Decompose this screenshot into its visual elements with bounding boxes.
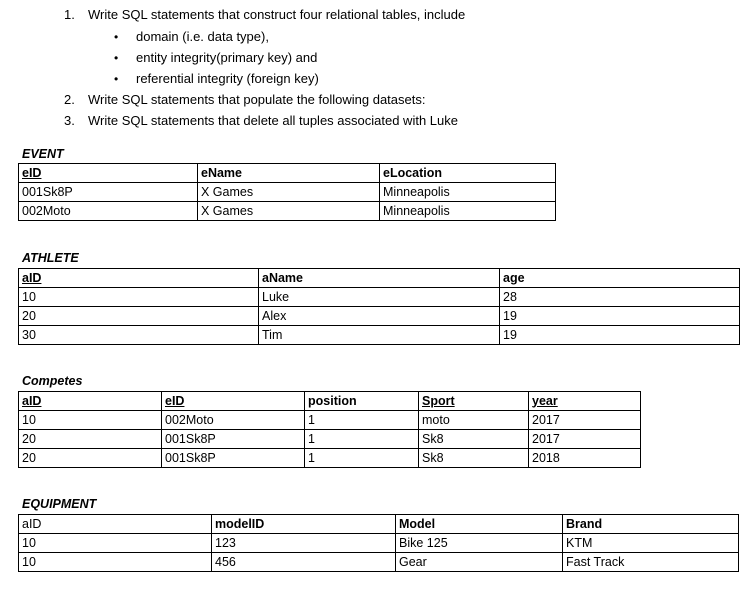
table-cell: X Games bbox=[198, 183, 380, 202]
table-cell: 1 bbox=[305, 430, 419, 449]
header-cell: position bbox=[305, 392, 419, 411]
table-cell: 10 bbox=[19, 411, 162, 430]
table-cell: Minneapolis bbox=[380, 183, 556, 202]
competes-table bbox=[18, 391, 641, 468]
table-cell: X Games bbox=[198, 202, 380, 221]
table-row bbox=[19, 411, 641, 430]
table-cell: 10 bbox=[19, 534, 212, 553]
equipment-table-title: EQUIPMENT bbox=[22, 497, 97, 511]
table-cell: 20 bbox=[19, 307, 259, 326]
bullet-entity-integrity: • entity integrity(primary key) and bbox=[114, 50, 318, 65]
table-cell: 30 bbox=[19, 326, 259, 345]
table-cell: 123 bbox=[212, 534, 396, 553]
header-cell: modelID bbox=[212, 515, 396, 534]
header-cell: year bbox=[529, 392, 641, 411]
table-cell: 19 bbox=[500, 326, 740, 345]
table-cell: 20 bbox=[19, 430, 162, 449]
table-cell: Minneapolis bbox=[380, 202, 556, 221]
header-cell: eName bbox=[198, 164, 380, 183]
table-cell: Tim bbox=[259, 326, 500, 345]
table-row bbox=[19, 202, 556, 221]
table-cell: 456 bbox=[212, 553, 396, 572]
header-cell: age bbox=[500, 269, 740, 288]
table-cell: Sk8 bbox=[419, 449, 529, 468]
athlete-table-title: ATHLETE bbox=[22, 251, 79, 265]
header-cell: aID bbox=[19, 269, 259, 288]
table-cell: 28 bbox=[500, 288, 740, 307]
table-row bbox=[19, 449, 641, 468]
table-cell: moto bbox=[419, 411, 529, 430]
event-table bbox=[18, 163, 556, 221]
table-cell: 20 bbox=[19, 449, 162, 468]
header-cell: aID bbox=[19, 515, 212, 534]
table-row bbox=[19, 307, 740, 326]
table-cell: 001Sk8P bbox=[162, 430, 305, 449]
table-cell: KTM bbox=[563, 534, 739, 553]
instruction-1: 1. Write SQL statements that construct four relational tables, include bbox=[64, 7, 466, 22]
bullet-icon: • bbox=[114, 51, 119, 65]
table-cell: 19 bbox=[500, 307, 740, 326]
table-cell: Alex bbox=[259, 307, 500, 326]
table-header-row bbox=[19, 392, 641, 411]
table-cell: 2018 bbox=[529, 449, 641, 468]
instruction-2: 2. Write SQL statements that populate the following datasets: bbox=[64, 92, 426, 107]
table-cell: 001Sk8P bbox=[162, 449, 305, 468]
header-cell: Model bbox=[396, 515, 563, 534]
header-cell: eID bbox=[19, 164, 198, 183]
table-cell: 1 bbox=[305, 411, 419, 430]
bullet-icon: • bbox=[114, 30, 119, 44]
table-row bbox=[19, 553, 739, 572]
event-table-title: EVENT bbox=[22, 147, 64, 161]
instruction-3: 3. Write SQL statements that delete all tuples associated with Luke bbox=[64, 113, 458, 128]
bullet-icon: • bbox=[114, 72, 119, 86]
athlete-table bbox=[18, 268, 740, 345]
table-cell: Sk8 bbox=[419, 430, 529, 449]
table-row bbox=[19, 288, 740, 307]
table-cell: Bike 125 bbox=[396, 534, 563, 553]
table-cell: 2017 bbox=[529, 411, 641, 430]
table-cell: Fast Track bbox=[563, 553, 739, 572]
equipment-table bbox=[18, 514, 739, 572]
header-cell: eLocation bbox=[380, 164, 556, 183]
bullet-referential-integrity: • referential integrity (foreign key) bbox=[114, 71, 319, 86]
header-cell: Sport bbox=[419, 392, 529, 411]
table-cell: 10 bbox=[19, 288, 259, 307]
table-row bbox=[19, 326, 740, 345]
header-cell: aName bbox=[259, 269, 500, 288]
table-row bbox=[19, 430, 641, 449]
header-cell: eID bbox=[162, 392, 305, 411]
bullet-domain: • domain (i.e. data type), bbox=[114, 29, 269, 44]
table-cell: 002Moto bbox=[19, 202, 198, 221]
table-cell: Gear bbox=[396, 553, 563, 572]
table-cell: 002Moto bbox=[162, 411, 305, 430]
header-cell: aID bbox=[19, 392, 162, 411]
table-row bbox=[19, 183, 556, 202]
table-header-row bbox=[19, 164, 556, 183]
table-row bbox=[19, 534, 739, 553]
table-cell: 001Sk8P bbox=[19, 183, 198, 202]
table-cell: 10 bbox=[19, 553, 212, 572]
table-header-row bbox=[19, 269, 740, 288]
table-cell: Luke bbox=[259, 288, 500, 307]
table-cell: 1 bbox=[305, 449, 419, 468]
table-header-row bbox=[19, 515, 739, 534]
header-cell: Brand bbox=[563, 515, 739, 534]
competes-table-title: Competes bbox=[22, 374, 83, 388]
table-cell: 2017 bbox=[529, 430, 641, 449]
